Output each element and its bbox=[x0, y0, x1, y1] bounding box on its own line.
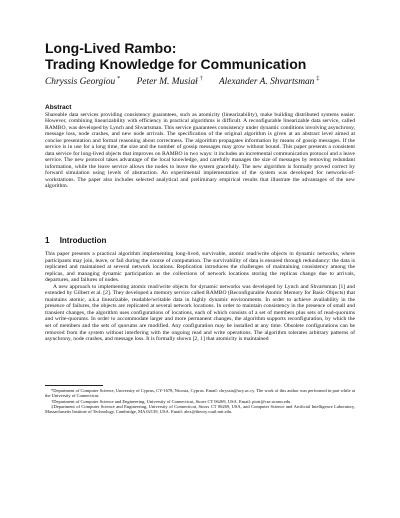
section-number: 1 bbox=[45, 236, 50, 245]
section-heading bbox=[45, 236, 106, 245]
footnote-rule bbox=[45, 385, 103, 386]
footnote: †Department of Computer Science and Engineering, University of Connecticut, Storrs CT 06269, USA. Email: piotr@cse.uconn.edu bbox=[51, 398, 291, 404]
author: Chryssis Georgiou * bbox=[45, 76, 121, 88]
intro-paragraph: This paper presents a practical algorithm implementing long-lived, survivable, atomic read/write objects in dynamic networks, where participants may join, leave, or fail during the course of computation. The survivability of data is ensured through redundancy: the data is replicated and maintained at several network locations. Replication introduces the challenges of maintaining consistency among the replicas, and managing dynamic participation as the collections of network locations storing the replicas change due to arrivals, departures, and failures of nodes. bbox=[45, 251, 355, 284]
introduction-body bbox=[45, 251, 355, 343]
author: Peter M. Musiał † bbox=[136, 76, 203, 88]
author-list bbox=[45, 76, 375, 87]
abstract-text: Shareable data services providing consistency guarantees, such as atomicity (linearizability), make building distributed systems easier. However, combining linearizability with efficiency in practical algorithms is difficult. A reconfigurable linearizable data service, called RAMBO, was developed by Lynch and Shvartsman. This service guarantees consistency under dynamic conditions involving asynchrony, message loss, node crashes, and new node arrivals. The specification of the original algorithm is given at an abstract level aimed at concise presentation and formal reasoning about correctness. The algorithm propagates information by means of gossip messages. If the service is in use for a long time, the size and the number of gossip messages may grow without bound. This paper presents a consistent data service for long-lived objects that improves on RAMBO in two ways: it includes an incremental communication protocol and a leave service. The new protocol takes advantage of the local knowledge, and carefully manages the size of messages by removing redundant information, while the leave service allows the nodes to leave the system gracefully. The new algorithm is formally proved correct by forward simulation using levels of abstraction. An experimental implementation of the system was developed for networks-of-workstations. The paper also includes selected analytical and preliminary empirical results that illustrate the advantages of the new algorithm. bbox=[45, 112, 355, 189]
abstract-heading: Abstract bbox=[45, 104, 72, 111]
intro-paragraph: A new approach to implementing atomic read/write objects for dynamic networks was developed by Lynch and Shvartsman [1] and extended by Gilbert et al. [2]. They developed a memory service called RAMBO (Reconfigurable Atomic Memory for Basic Objects) that maintains atomic, a.k.a linearizable, readable/writable data in highly dynamic environments. In order to achieve availability in the presence of failures, the objects are replicated at several network locations. In order to maintain consistency in the presence of small and transient changes, the algorithm uses configurations of locations, each of which consists of a set of members plus sets of read-quorums and write-quorums. In order to accommodate larger and more permanent changes, the algorithm supports reconfiguration, by which the set of members and the sets of quorums are modified. Any configuration may be installed at any time. Obsolete configurations can be removed from the system without interfering with the ongoing read and write operations. The algorithm tolerates arbitrary patterns of asynchrony, node crashes, and message loss. It is formally shown [2, 1] that atomicity is maintained bbox=[45, 283, 355, 343]
footnote: *Department of Computer Science, University of Cyprus, CY-1678, Nicosia, Cyprus. Email: chryssis@ucy.ac.cy. The work of this author was performed in part while at the University of Connecticut. bbox=[45, 388, 355, 399]
footnote: ‡Department of Computer Science and Engineering, University of Connecticut, Storrs CT 06269, USA, and Computer Science and Artificial Intelligence Laboratory, Massachusetts Institute of Technology, Cambridge, MA 02139, USA. Email: alex@theory.csail.mit.edu. bbox=[45, 403, 355, 415]
author: Alexander A. Shvartsman ‡ bbox=[218, 76, 320, 88]
footnotes bbox=[45, 388, 355, 414]
section-title: Introduction bbox=[59, 236, 107, 245]
paper-title: Long-Lived Rambo: Trading Knowledge for Communication bbox=[45, 40, 307, 72]
